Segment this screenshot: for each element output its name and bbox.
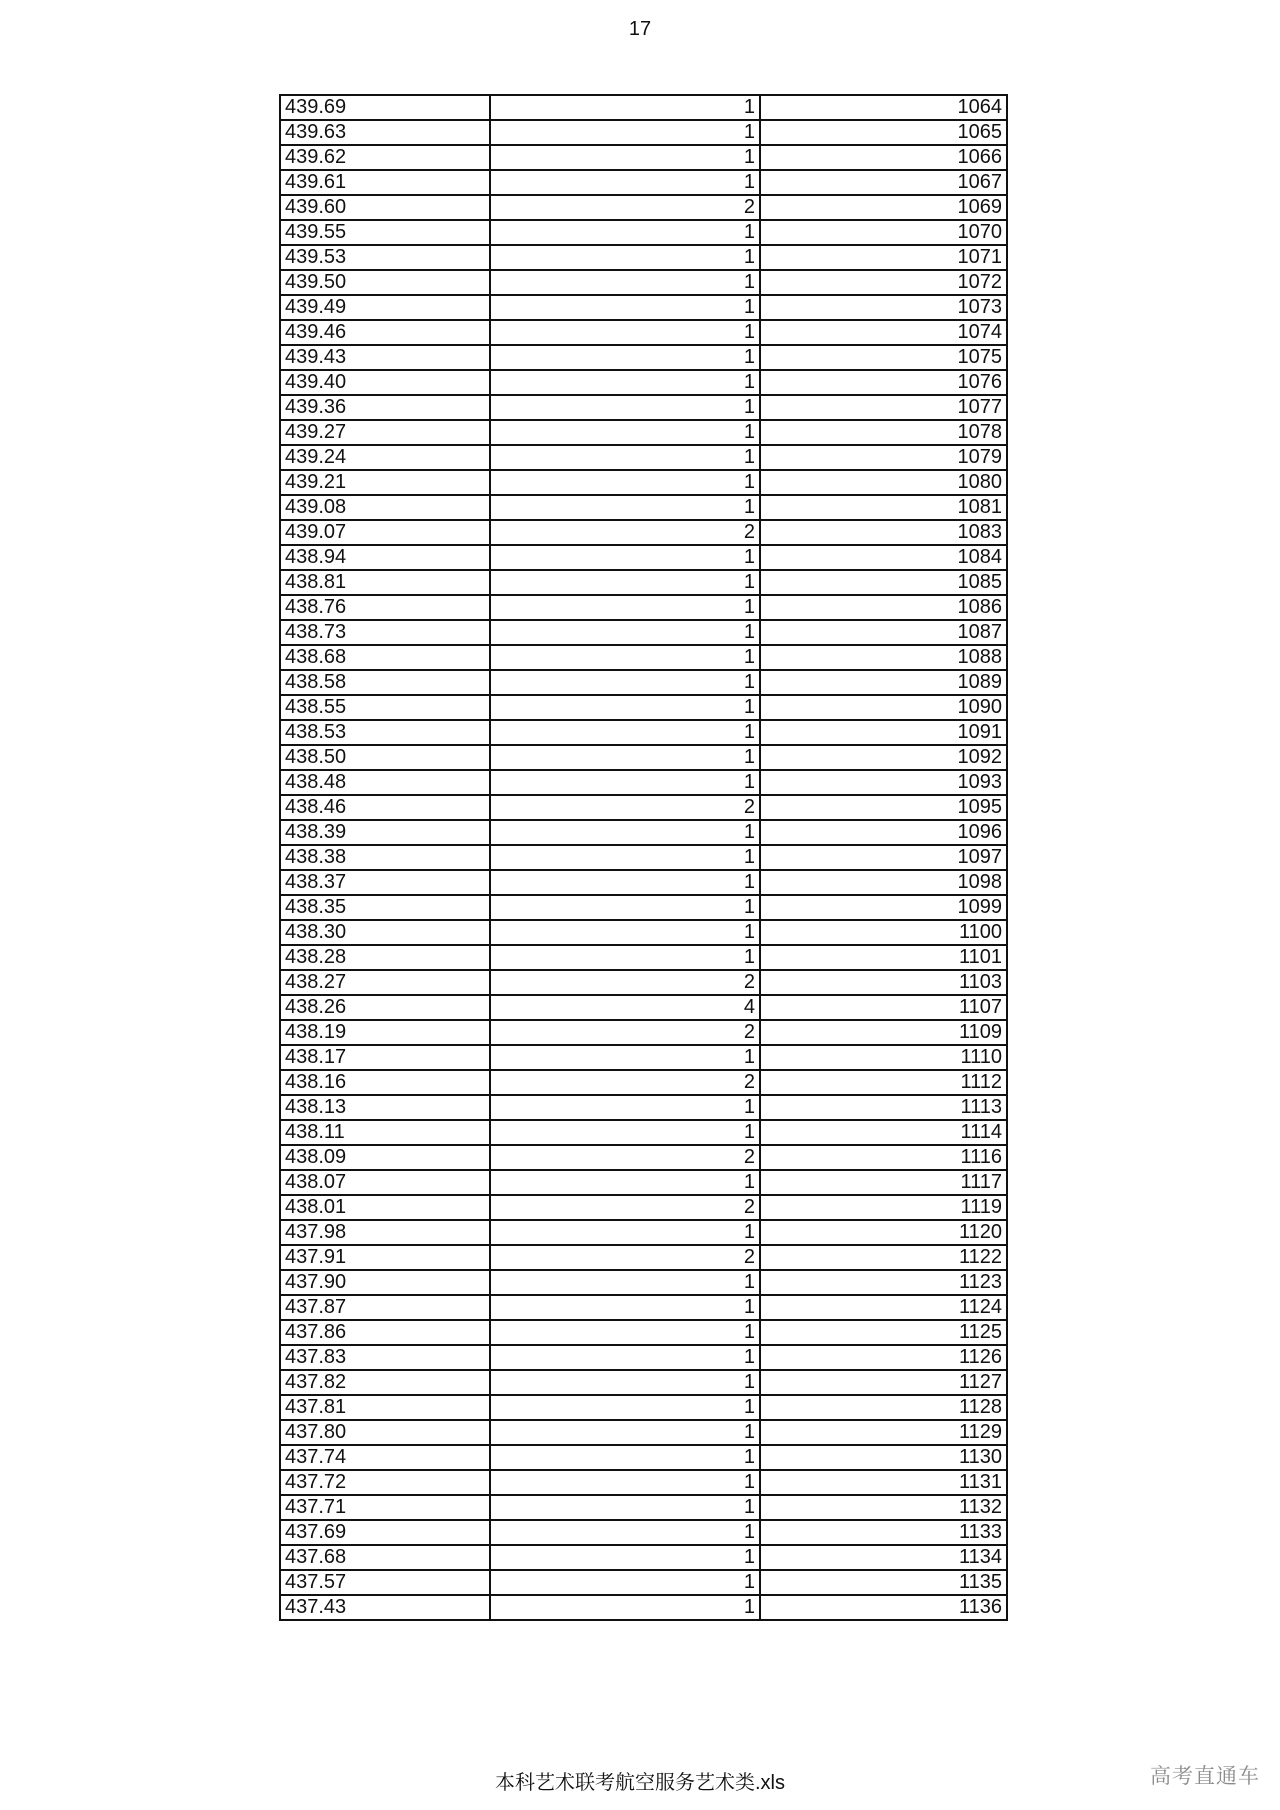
count-cell: 1 [490,945,760,970]
cumulative-cell: 1114 [760,1120,1007,1145]
score-cell: 439.08 [280,495,490,520]
cumulative-cell: 1134 [760,1545,1007,1570]
score-cell: 437.72 [280,1470,490,1495]
score-cell: 438.38 [280,845,490,870]
cumulative-cell: 1081 [760,495,1007,520]
score-cell: 437.90 [280,1270,490,1295]
count-cell: 1 [490,1345,760,1370]
count-cell: 1 [490,595,760,620]
score-cell: 439.53 [280,245,490,270]
score-cell: 438.19 [280,1020,490,1045]
count-cell: 1 [490,920,760,945]
count-cell: 2 [490,1195,760,1220]
cumulative-cell: 1099 [760,895,1007,920]
score-cell: 437.80 [280,1420,490,1445]
table-row [280,370,1007,395]
count-cell: 1 [490,570,760,595]
cumulative-cell: 1122 [760,1245,1007,1270]
cumulative-cell: 1075 [760,345,1007,370]
count-cell: 1 [490,1295,760,1320]
count-cell: 2 [490,1020,760,1045]
cumulative-cell: 1129 [760,1420,1007,1445]
count-cell: 1 [490,645,760,670]
table-row [280,270,1007,295]
table-row [280,645,1007,670]
table-row [280,1545,1007,1570]
cumulative-cell: 1131 [760,1470,1007,1495]
cumulative-cell: 1084 [760,545,1007,570]
score-cell: 437.87 [280,1295,490,1320]
count-cell: 1 [490,1320,760,1345]
table-row [280,1195,1007,1220]
count-cell: 2 [490,970,760,995]
count-cell: 1 [490,895,760,920]
score-cell: 438.53 [280,720,490,745]
table-row [280,1320,1007,1345]
count-cell: 1 [490,120,760,145]
table-row [280,1120,1007,1145]
count-cell: 1 [490,1220,760,1245]
cumulative-cell: 1085 [760,570,1007,595]
table-row [280,1095,1007,1120]
count-cell: 1 [490,145,760,170]
cumulative-cell: 1100 [760,920,1007,945]
table-row [280,470,1007,495]
table-row [280,1070,1007,1095]
score-cell: 438.39 [280,820,490,845]
page-number: 17 [628,18,652,40]
score-cell: 437.81 [280,1395,490,1420]
table-row [280,920,1007,945]
cumulative-cell: 1120 [760,1220,1007,1245]
score-cell: 438.30 [280,920,490,945]
count-cell: 1 [490,1495,760,1520]
cumulative-cell: 1072 [760,270,1007,295]
count-cell: 1 [490,220,760,245]
score-cell: 438.46 [280,795,490,820]
cumulative-cell: 1073 [760,295,1007,320]
cumulative-cell: 1132 [760,1495,1007,1520]
table-row [280,845,1007,870]
table-row [280,1020,1007,1045]
count-cell: 1 [490,95,760,120]
score-cell: 438.37 [280,870,490,895]
cumulative-cell: 1096 [760,820,1007,845]
table-row [280,220,1007,245]
table-row [280,1395,1007,1420]
score-cell: 438.76 [280,595,490,620]
count-cell: 1 [490,1270,760,1295]
count-cell: 1 [490,1420,760,1445]
score-cell: 439.50 [280,270,490,295]
table-row [280,295,1007,320]
table-row [280,945,1007,970]
score-cell: 438.27 [280,970,490,995]
count-cell: 1 [490,170,760,195]
score-cell: 438.16 [280,1070,490,1095]
score-cell: 437.82 [280,1370,490,1395]
table-row [280,145,1007,170]
cumulative-cell: 1123 [760,1270,1007,1295]
table-row [280,670,1007,695]
score-cell: 437.68 [280,1545,490,1570]
count-cell: 1 [490,1170,760,1195]
table-row [280,445,1007,470]
score-cell: 439.60 [280,195,490,220]
cumulative-cell: 1067 [760,170,1007,195]
count-cell: 1 [490,820,760,845]
count-cell: 1 [490,1545,760,1570]
table-row [280,970,1007,995]
score-cell: 437.74 [280,1445,490,1470]
table-row [280,1520,1007,1545]
score-cell: 439.69 [280,95,490,120]
table-row [280,570,1007,595]
cumulative-cell: 1070 [760,220,1007,245]
count-cell: 1 [490,395,760,420]
table-row [280,1470,1007,1495]
cumulative-cell: 1126 [760,1345,1007,1370]
score-cell: 439.27 [280,420,490,445]
count-cell: 1 [490,1595,760,1620]
count-cell: 1 [490,1395,760,1420]
cumulative-cell: 1112 [760,1070,1007,1095]
cumulative-cell: 1064 [760,95,1007,120]
table-row [280,1345,1007,1370]
cumulative-cell: 1135 [760,1570,1007,1595]
table-row [280,420,1007,445]
cumulative-cell: 1119 [760,1195,1007,1220]
cumulative-cell: 1110 [760,1045,1007,1070]
count-cell: 1 [490,745,760,770]
count-cell: 2 [490,1145,760,1170]
count-cell: 1 [490,870,760,895]
count-cell: 1 [490,770,760,795]
score-cell: 437.69 [280,1520,490,1545]
cumulative-cell: 1080 [760,470,1007,495]
table-row [280,1445,1007,1470]
score-cell: 437.43 [280,1595,490,1620]
cumulative-cell: 1086 [760,595,1007,620]
score-cell: 438.55 [280,695,490,720]
table-row [280,720,1007,745]
score-cell: 437.98 [280,1220,490,1245]
score-cell: 438.94 [280,545,490,570]
count-cell: 1 [490,270,760,295]
score-cell: 438.50 [280,745,490,770]
count-cell: 1 [490,545,760,570]
count-cell: 1 [490,495,760,520]
count-cell: 1 [490,1120,760,1145]
cumulative-cell: 1113 [760,1095,1007,1120]
score-cell: 439.49 [280,295,490,320]
table-row [280,1495,1007,1520]
footer-filename: 本科艺术联考航空服务艺术类.xls [495,1772,785,1794]
cumulative-cell: 1083 [760,520,1007,545]
count-cell: 1 [490,1095,760,1120]
cumulative-cell: 1088 [760,645,1007,670]
count-cell: 1 [490,245,760,270]
count-cell: 1 [490,445,760,470]
score-cell: 438.26 [280,995,490,1020]
score-cell: 439.07 [280,520,490,545]
table-row [280,595,1007,620]
count-cell: 2 [490,795,760,820]
score-cell: 439.62 [280,145,490,170]
table-row [280,520,1007,545]
cumulative-cell: 1095 [760,795,1007,820]
count-cell: 1 [490,720,760,745]
cumulative-cell: 1117 [760,1170,1007,1195]
table-row [280,695,1007,720]
score-cell: 439.55 [280,220,490,245]
cumulative-cell: 1116 [760,1145,1007,1170]
cumulative-cell: 1125 [760,1320,1007,1345]
cumulative-cell: 1103 [760,970,1007,995]
table-row [280,795,1007,820]
count-cell: 4 [490,995,760,1020]
cumulative-cell: 1128 [760,1395,1007,1420]
count-cell: 2 [490,1245,760,1270]
cumulative-cell: 1130 [760,1445,1007,1470]
score-cell: 437.86 [280,1320,490,1345]
table-row [280,395,1007,420]
score-cell: 438.81 [280,570,490,595]
score-cell: 438.28 [280,945,490,970]
count-cell: 1 [490,1370,760,1395]
table-row [280,895,1007,920]
score-cell: 438.35 [280,895,490,920]
table-row [280,745,1007,770]
watermark: 高考直通车 [1150,1765,1260,1788]
count-cell: 1 [490,1520,760,1545]
count-cell: 1 [490,1570,760,1595]
table-row [280,820,1007,845]
cumulative-cell: 1091 [760,720,1007,745]
score-cell: 438.01 [280,1195,490,1220]
table-row [280,620,1007,645]
cumulative-cell: 1101 [760,945,1007,970]
score-cell: 439.61 [280,170,490,195]
cumulative-cell: 1077 [760,395,1007,420]
table-row [280,1295,1007,1320]
count-cell: 1 [490,1045,760,1070]
score-cell: 438.68 [280,645,490,670]
cumulative-cell: 1065 [760,120,1007,145]
score-table [279,94,1008,1621]
count-cell: 2 [490,520,760,545]
table-row [280,1420,1007,1445]
score-cell: 439.63 [280,120,490,145]
count-cell: 1 [490,695,760,720]
cumulative-cell: 1092 [760,745,1007,770]
table-row [280,1220,1007,1245]
table-row [280,1370,1007,1395]
score-cell: 438.58 [280,670,490,695]
cumulative-cell: 1124 [760,1295,1007,1320]
table-row [280,345,1007,370]
count-cell: 1 [490,670,760,695]
cumulative-cell: 1074 [760,320,1007,345]
table-row [280,995,1007,1020]
table-row [280,1145,1007,1170]
table-row [280,1170,1007,1195]
score-cell: 438.17 [280,1045,490,1070]
table-row [280,545,1007,570]
score-cell: 438.48 [280,770,490,795]
cumulative-cell: 1069 [760,195,1007,220]
score-cell: 439.46 [280,320,490,345]
cumulative-cell: 1076 [760,370,1007,395]
cumulative-cell: 1089 [760,670,1007,695]
table-row [280,1270,1007,1295]
table-row [280,1570,1007,1595]
score-cell: 439.21 [280,470,490,495]
cumulative-cell: 1087 [760,620,1007,645]
score-cell: 437.91 [280,1245,490,1270]
table-row [280,170,1007,195]
score-cell: 439.40 [280,370,490,395]
count-cell: 2 [490,1070,760,1095]
count-cell: 1 [490,320,760,345]
count-cell: 1 [490,1470,760,1495]
cumulative-cell: 1133 [760,1520,1007,1545]
table-row [280,1045,1007,1070]
count-cell: 1 [490,370,760,395]
cumulative-cell: 1071 [760,245,1007,270]
count-cell: 1 [490,845,760,870]
score-cell: 439.24 [280,445,490,470]
score-cell: 438.09 [280,1145,490,1170]
table-row [280,870,1007,895]
table-row [280,95,1007,120]
score-cell: 439.43 [280,345,490,370]
cumulative-cell: 1098 [760,870,1007,895]
score-cell: 437.71 [280,1495,490,1520]
score-cell: 437.57 [280,1570,490,1595]
table-row [280,1595,1007,1620]
cumulative-cell: 1093 [760,770,1007,795]
count-cell: 1 [490,420,760,445]
table-row [280,770,1007,795]
cumulative-cell: 1090 [760,695,1007,720]
table-row [280,120,1007,145]
count-cell: 1 [490,470,760,495]
cumulative-cell: 1097 [760,845,1007,870]
table-row [280,245,1007,270]
count-cell: 2 [490,195,760,220]
score-cell: 438.73 [280,620,490,645]
table-row [280,495,1007,520]
cumulative-cell: 1066 [760,145,1007,170]
count-cell: 1 [490,345,760,370]
cumulative-cell: 1127 [760,1370,1007,1395]
cumulative-cell: 1107 [760,995,1007,1020]
count-cell: 1 [490,295,760,320]
count-cell: 1 [490,1445,760,1470]
table-row [280,1245,1007,1270]
cumulative-cell: 1109 [760,1020,1007,1045]
table-row [280,195,1007,220]
cumulative-cell: 1079 [760,445,1007,470]
score-cell: 437.83 [280,1345,490,1370]
score-cell: 438.11 [280,1120,490,1145]
score-cell: 439.36 [280,395,490,420]
score-table-body [280,95,1007,1620]
cumulative-cell: 1136 [760,1595,1007,1620]
cumulative-cell: 1078 [760,420,1007,445]
score-cell: 438.13 [280,1095,490,1120]
score-cell: 438.07 [280,1170,490,1195]
table-row [280,320,1007,345]
count-cell: 1 [490,620,760,645]
